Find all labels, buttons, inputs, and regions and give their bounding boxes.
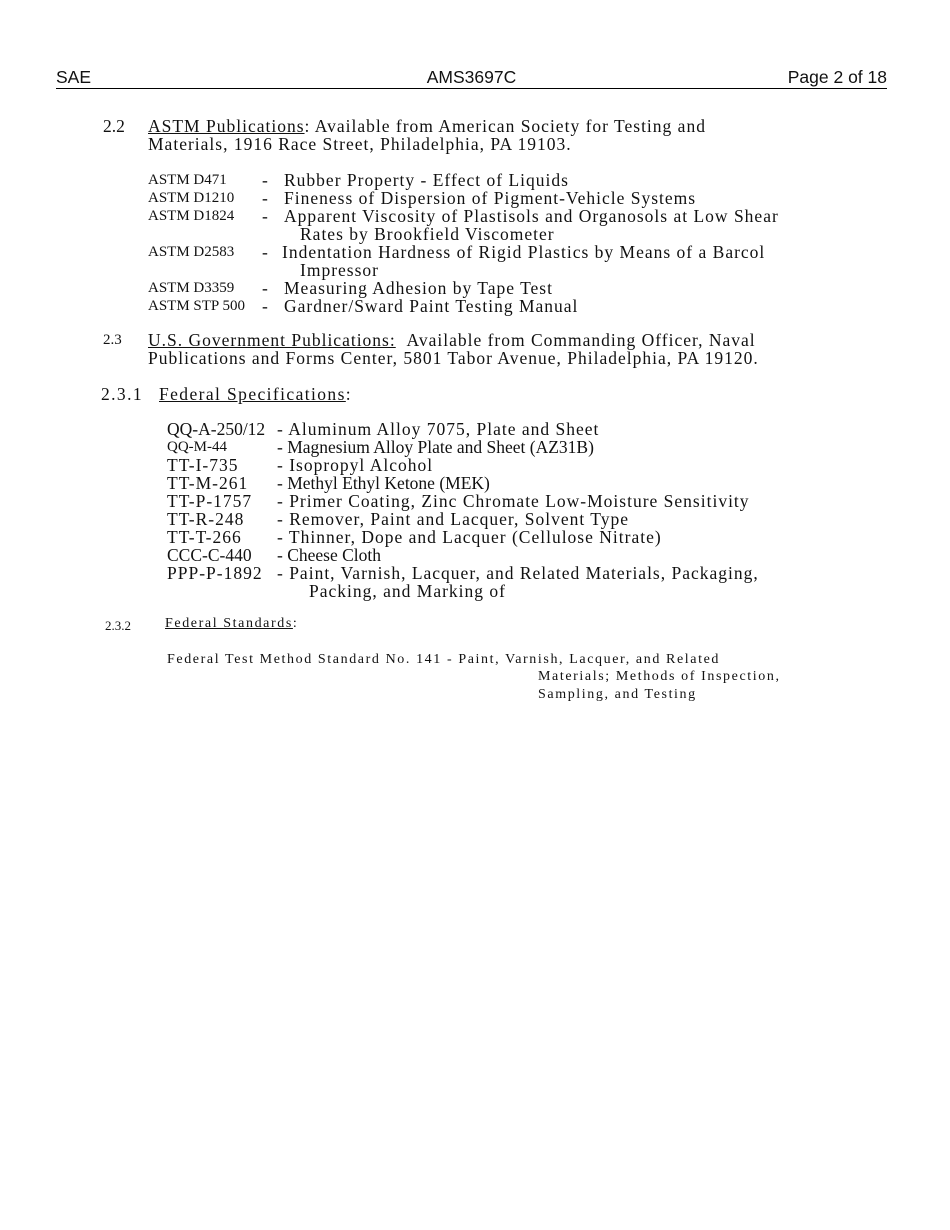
header-doc-number: AMS3697C <box>426 67 517 87</box>
section-title: Federal Standards <box>165 616 293 631</box>
standard-line1: Federal Test Method Standard No. 141 - Paint, Varnish, Lacquer, and Related <box>167 652 721 667</box>
section-heading: Federal Standards: <box>165 616 299 631</box>
section-title: U.S. Government Publications: <box>148 330 396 350</box>
standard-line2: Materials; Methods of Inspection, <box>538 669 781 684</box>
header-org: SAE <box>56 67 92 87</box>
header-page-number: Page 2 of 18 <box>787 67 887 87</box>
standard-line3: Sampling, and Testing <box>538 687 697 702</box>
page-header <box>56 66 887 89</box>
section-number: 2.3.1 <box>101 384 143 404</box>
section-intro-line2: Materials, 1916 Race Street, Philadelphia, PA 19103. <box>148 134 572 154</box>
section-number: 2.3.2 <box>105 618 131 633</box>
section-intro-line2: Publications and Forms Center, 5801 Tabor Avenue, Philadelphia, PA 19120. <box>148 348 759 368</box>
section-heading: Federal Specifications: <box>159 384 353 404</box>
section-intro-line1: U.S. Government Publications: Available from Commanding Officer, Naval <box>148 330 756 350</box>
section-number: 2.2 <box>103 116 125 136</box>
section-number: 2.3 <box>103 332 122 348</box>
section-title: ASTM Publications <box>148 116 305 136</box>
section-intro-line1: ASTM Publications: Available from American Society for Testing and <box>148 116 706 136</box>
section-title: Federal Specifications <box>159 384 346 404</box>
